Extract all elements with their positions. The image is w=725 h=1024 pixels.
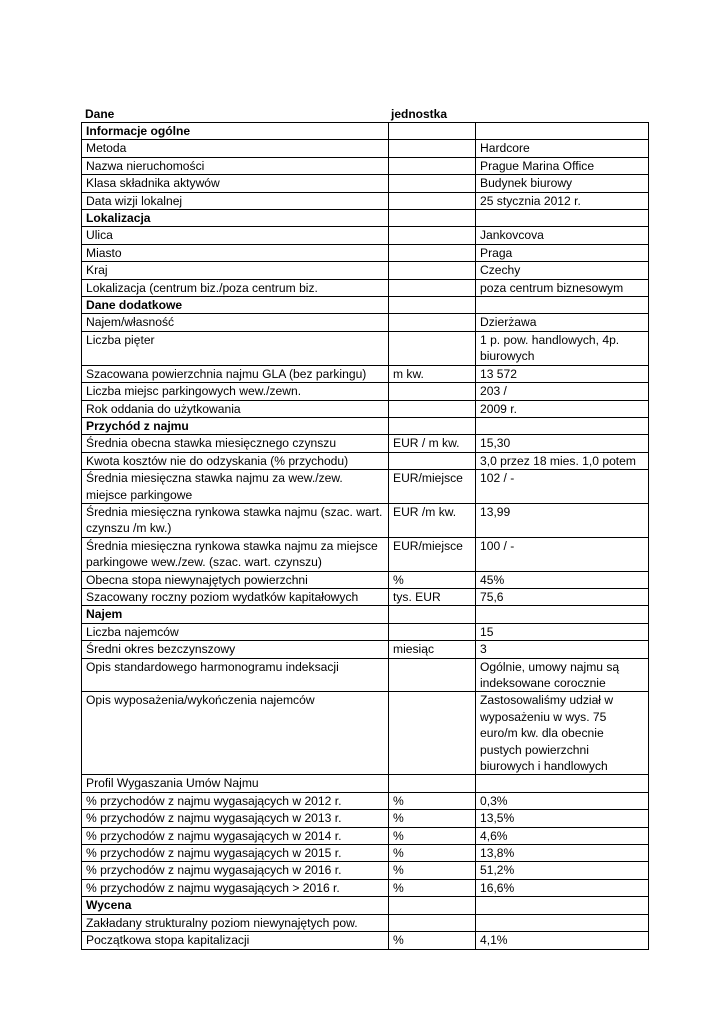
- table-row: [82, 692, 649, 775]
- table-row: [82, 314, 649, 331]
- row-unit: [389, 175, 476, 192]
- row-label: Kraj: [82, 262, 389, 279]
- row-unit: [389, 606, 476, 623]
- table-row: [82, 810, 649, 827]
- row-unit: [389, 262, 476, 279]
- row-value: 3,0 przez 18 mies. 1,0 potem: [476, 452, 649, 469]
- row-value: 13,5%: [476, 810, 649, 827]
- table-row: [82, 503, 649, 537]
- row-label: Opis wyposażenia/wykończenia najemców: [82, 692, 389, 775]
- row-unit: [389, 157, 476, 174]
- row-unit: %: [389, 792, 476, 809]
- row-label: Informacje ogólne: [82, 123, 389, 140]
- row-value: 16,6%: [476, 879, 649, 896]
- row-label: Opis standardowego harmonogramu indeksacji: [82, 658, 389, 692]
- table-row: [82, 262, 649, 279]
- row-label: Średnia miesięczna rynkowa stawka najmu (szac. wart. czynszu /m kw.): [82, 503, 389, 537]
- table-row: [82, 623, 649, 640]
- row-label: Liczba miejsc parkingowych wew./zewn.: [82, 383, 389, 400]
- table-row: [82, 470, 649, 504]
- row-value: Zastosowaliśmy udział w wyposażeniu w wys. 75 euro/m kw. dla obecnie pustych powierzchni biurowych i handlowych: [476, 692, 649, 775]
- section-row: [82, 417, 649, 434]
- section-row: [82, 210, 649, 227]
- row-unit: [389, 383, 476, 400]
- row-unit: %: [389, 571, 476, 588]
- row-unit: EUR/miejsce: [389, 470, 476, 504]
- table-row: [82, 845, 649, 862]
- table-row: [82, 537, 649, 571]
- row-label: Kwota kosztów nie do odzyskania (% przychodu): [82, 452, 389, 469]
- table-row: [82, 157, 649, 174]
- row-value: 15,30: [476, 435, 649, 452]
- row-value: [476, 897, 649, 914]
- row-unit: [389, 297, 476, 314]
- row-value: Praga: [476, 244, 649, 261]
- table-row: [82, 588, 649, 605]
- row-label: Średnia miesięczna rynkowa stawka najmu za miejsce parkingowe wew./zew. (szac. wart. czynszu): [82, 537, 389, 571]
- row-value: Prague Marina Office: [476, 157, 649, 174]
- row-value: poza centrum biznesowym: [476, 279, 649, 296]
- row-label: Średnia obecna stawka miesięcznego czynszu: [82, 435, 389, 452]
- table-row: [82, 641, 649, 658]
- row-label: Lokalizacja (centrum biz./poza centrum biz.: [82, 279, 389, 296]
- row-label: Początkowa stopa kapitalizacji: [82, 932, 389, 949]
- table-row: [82, 227, 649, 244]
- row-label: Przychód z najmu: [82, 417, 389, 434]
- document-page: [81, 106, 639, 950]
- header-data: Dane: [85, 107, 115, 121]
- table-header: [81, 106, 639, 122]
- table-row: [82, 365, 649, 382]
- row-label: Dane dodatkowe: [82, 297, 389, 314]
- table-row: [82, 792, 649, 809]
- row-label: Liczba najemców: [82, 623, 389, 640]
- row-label: Najem/własność: [82, 314, 389, 331]
- row-value: [476, 123, 649, 140]
- row-value: Ogólnie, umowy najmu są indeksowane corocznie: [476, 658, 649, 692]
- row-value: 100 / -: [476, 537, 649, 571]
- row-unit: EUR/miejsce: [389, 537, 476, 571]
- row-unit: [389, 140, 476, 157]
- row-value: 13,99: [476, 503, 649, 537]
- table-row: [82, 435, 649, 452]
- row-label: % przychodów z najmu wygasających > 2016 r.: [82, 879, 389, 896]
- row-unit: [389, 692, 476, 775]
- table-row: [82, 862, 649, 879]
- table-row: [82, 914, 649, 931]
- row-unit: [389, 775, 476, 792]
- table-row: [82, 775, 649, 792]
- row-unit: [389, 658, 476, 692]
- row-unit: %: [389, 845, 476, 862]
- row-label: Zakładany strukturalny poziom niewynajętych pow.: [82, 914, 389, 931]
- row-unit: [389, 331, 476, 365]
- row-value: 1 p. pow. handlowych, 4p. biurowych: [476, 331, 649, 365]
- row-unit: [389, 623, 476, 640]
- row-unit: m kw.: [389, 365, 476, 382]
- row-label: Obecna stopa niewynajętych powierzchni: [82, 571, 389, 588]
- section-row: [82, 297, 649, 314]
- row-unit: [389, 417, 476, 434]
- table-row: [82, 140, 649, 157]
- table-row: [82, 331, 649, 365]
- table-row: [82, 279, 649, 296]
- table-row: [82, 400, 649, 417]
- row-value: 51,2%: [476, 862, 649, 879]
- row-unit: [389, 123, 476, 140]
- header-unit: jednostka: [391, 107, 448, 121]
- table-row: [82, 932, 649, 949]
- section-row: [82, 897, 649, 914]
- row-value: Dzierżawa: [476, 314, 649, 331]
- row-label: Lokalizacja: [82, 210, 389, 227]
- row-label: Najem: [82, 606, 389, 623]
- row-value: 4,6%: [476, 827, 649, 844]
- row-value: [476, 417, 649, 434]
- row-value: 4,1%: [476, 932, 649, 949]
- row-label: Data wizji lokalnej: [82, 192, 389, 209]
- row-label: Liczba pięter: [82, 331, 389, 365]
- table-row: [82, 879, 649, 896]
- table-row: [82, 571, 649, 588]
- row-label: Ulica: [82, 227, 389, 244]
- row-value: 3: [476, 641, 649, 658]
- row-label: Nazwa nieruchomości: [82, 157, 389, 174]
- table-row: [82, 383, 649, 400]
- row-label: Szacowany roczny poziom wydatków kapitałowych: [82, 588, 389, 605]
- row-unit: %: [389, 862, 476, 879]
- row-value: [476, 914, 649, 931]
- row-label: % przychodów z najmu wygasających w 2014 r.: [82, 827, 389, 844]
- row-label: Klasa składnika aktywów: [82, 175, 389, 192]
- row-value: 102 / -: [476, 470, 649, 504]
- row-value: Hardcore: [476, 140, 649, 157]
- row-value: 75,6: [476, 588, 649, 605]
- row-unit: [389, 314, 476, 331]
- row-unit: [389, 227, 476, 244]
- table-row: [82, 244, 649, 261]
- row-label: % przychodów z najmu wygasających w 2015 r.: [82, 845, 389, 862]
- row-label: Metoda: [82, 140, 389, 157]
- row-value: 2009 r.: [476, 400, 649, 417]
- row-unit: tys. EUR: [389, 588, 476, 605]
- row-unit: [389, 279, 476, 296]
- row-value: [476, 606, 649, 623]
- row-unit: [389, 210, 476, 227]
- row-label: Szacowana powierzchnia najmu GLA (bez parkingu): [82, 365, 389, 382]
- row-unit: %: [389, 810, 476, 827]
- row-label: Rok oddania do użytkowania: [82, 400, 389, 417]
- row-label: Profil Wygaszania Umów Najmu: [82, 775, 389, 792]
- row-unit: EUR / m kw.: [389, 435, 476, 452]
- table-row: [82, 658, 649, 692]
- row-value: 45%: [476, 571, 649, 588]
- row-value: 13 572: [476, 365, 649, 382]
- row-value: Jankovcova: [476, 227, 649, 244]
- row-unit: [389, 192, 476, 209]
- row-value: [476, 297, 649, 314]
- row-unit: [389, 452, 476, 469]
- row-unit: [389, 400, 476, 417]
- row-value: 0,3%: [476, 792, 649, 809]
- property-data-table: [81, 122, 649, 950]
- row-value: Budynek biurowy: [476, 175, 649, 192]
- section-row: [82, 606, 649, 623]
- row-value: 203 /: [476, 383, 649, 400]
- row-value: [476, 775, 649, 792]
- row-label: Średnia miesięczna stawka najmu za wew./zew. miejsce parkingowe: [82, 470, 389, 504]
- row-unit: [389, 897, 476, 914]
- row-unit: [389, 914, 476, 931]
- row-unit: EUR /m kw.: [389, 503, 476, 537]
- row-value: 15: [476, 623, 649, 640]
- table-row: [82, 827, 649, 844]
- row-unit: %: [389, 932, 476, 949]
- row-unit: %: [389, 879, 476, 896]
- table-row: [82, 452, 649, 469]
- row-label: % przychodów z najmu wygasających w 2012 r.: [82, 792, 389, 809]
- row-label: % przychodów z najmu wygasających w 2016 r.: [82, 862, 389, 879]
- row-value: Czechy: [476, 262, 649, 279]
- row-unit: [389, 244, 476, 261]
- row-value: 25 stycznia 2012 r.: [476, 192, 649, 209]
- row-unit: miesiąc: [389, 641, 476, 658]
- table-row: [82, 192, 649, 209]
- row-label: Średni okres bezczynszowy: [82, 641, 389, 658]
- section-row: [82, 123, 649, 140]
- table-row: [82, 175, 649, 192]
- row-label: Wycena: [82, 897, 389, 914]
- row-label: % przychodów z najmu wygasających w 2013 r.: [82, 810, 389, 827]
- row-label: Miasto: [82, 244, 389, 261]
- row-value: [476, 210, 649, 227]
- row-unit: %: [389, 827, 476, 844]
- row-value: 13,8%: [476, 845, 649, 862]
